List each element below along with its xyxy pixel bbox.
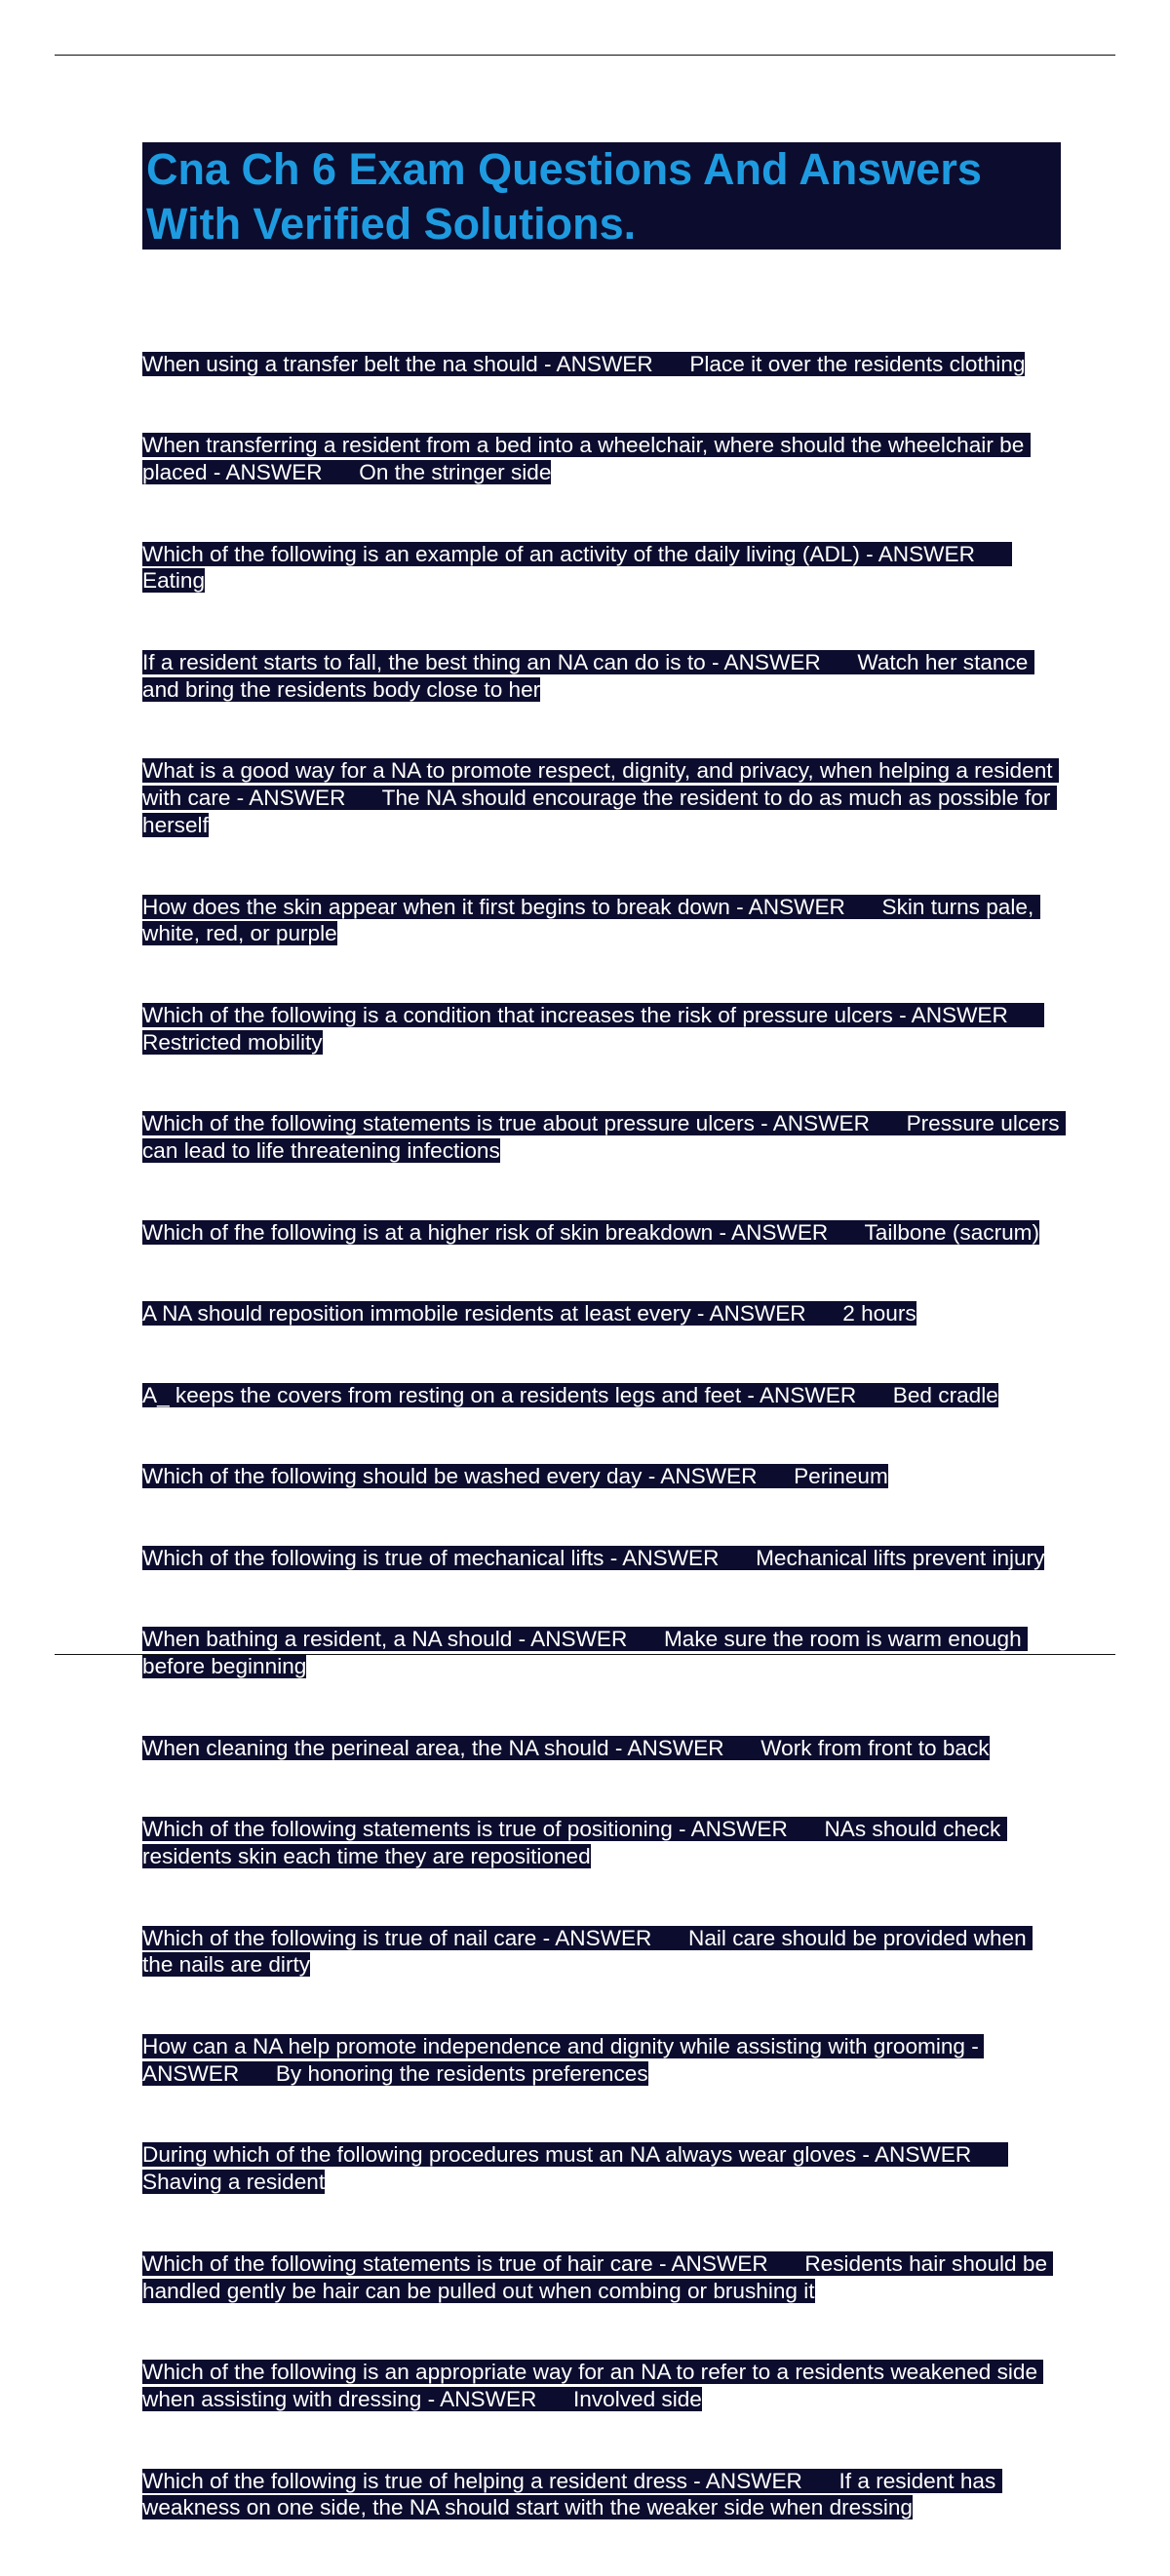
qa-entry: Which of the following statements is true of hair care - ANSWER Residents hair should be handled gently be hair can be pulled out when combing or brushing it bbox=[142, 2250, 1054, 2303]
qa-entry: When using a transfer belt the na should - ANSWER Place it over the residents clothing bbox=[142, 351, 1026, 376]
qa-entry: Which of the following statements is true of positioning - ANSWER NAs should check residents skin each time they are repositioned bbox=[142, 1817, 1007, 1869]
qa-entry: Which of the following is an appropriate way for an NA to refer to a residents weakened side when assisting with dressing - ANSWER Involved side bbox=[142, 2360, 1044, 2411]
qa-entry: When cleaning the perineal area, the NA should - ANSWER Work from front to back bbox=[142, 1735, 990, 1760]
qa-entry: When bathing a resident, a NA should - ANSWER Make sure the room is warm enough before beginning bbox=[142, 1627, 1028, 1679]
document-page bbox=[142, 142, 1066, 2576]
qa-entry: Which of the following statements is true about pressure ulcers - ANSWER Pressure ulcers can lead to life threatening infections bbox=[142, 1111, 1066, 1164]
qa-entry: If a resident starts to fall, the best thing an NA can do is to - ANSWER Watch her stance and bring the residents body close to her bbox=[142, 649, 1034, 702]
qa-entry: What is a good way for a NA to promote respect, dignity, and privacy, when helping a resident with care - ANSWER The NA should encourage the resident to do as much as possible for herself bbox=[142, 758, 1059, 838]
qa-entry: Which of the following is true of mechanical lifts - ANSWER Mechanical lifts prevent injury bbox=[142, 1545, 1045, 1570]
qa-entry: A_ keeps the covers from resting on a residents legs and feet - ANSWER Bed cradle bbox=[142, 1382, 998, 1407]
qa-entry: Which of the following should be washed every day - ANSWER Perineum bbox=[142, 1464, 888, 1489]
qa-entry: How does the skin appear when it first begins to break down - ANSWER Skin turns pale, white, red, or purple bbox=[142, 894, 1040, 946]
qa-entry: During which of the following procedures must an NA always wear gloves - ANSWER Shaving a resident bbox=[142, 2142, 1008, 2195]
document-title: Cna Ch 6 Exam Questions And Answers With Verified Solutions. bbox=[146, 144, 982, 249]
qa-list bbox=[142, 296, 1066, 2576]
footer-rule bbox=[55, 1654, 1115, 1655]
qa-entry: Which of the following is true of nail care - ANSWER Nail care should be provided when the nails are dirty bbox=[142, 1925, 1033, 1978]
qa-entry: Which of the following is a condition that increases the risk of pressure ulcers - ANSWER Restricted mobility bbox=[142, 1002, 1045, 1055]
qa-entry: Which of the following is an example of an activity of the daily living (ADL) - ANSWER Eating bbox=[142, 541, 1012, 594]
qa-entry: When transferring a resident from a bed into a wheelchair, where should the wheelchair be placed - ANSWER On the stringer side bbox=[142, 433, 1031, 485]
qa-entry: How can a NA help promote independence and dignity while assisting with grooming - ANSWER By honoring the residents preferences bbox=[142, 2034, 984, 2086]
qa-entry: A NA should reposition immobile residents at least every - ANSWER 2 hours bbox=[142, 1301, 916, 1326]
qa-entry: Which of the following is true of helping a resident dress - ANSWER If a resident has weakness on one side, the NA should start with the weaker side when dressing bbox=[142, 2468, 1002, 2520]
header-rule bbox=[55, 55, 1115, 56]
qa-entry: Which of fhe following is at a higher risk of skin breakdown - ANSWER Tailbone (sacrum) bbox=[142, 1219, 1040, 1245]
title-banner bbox=[142, 142, 1061, 250]
